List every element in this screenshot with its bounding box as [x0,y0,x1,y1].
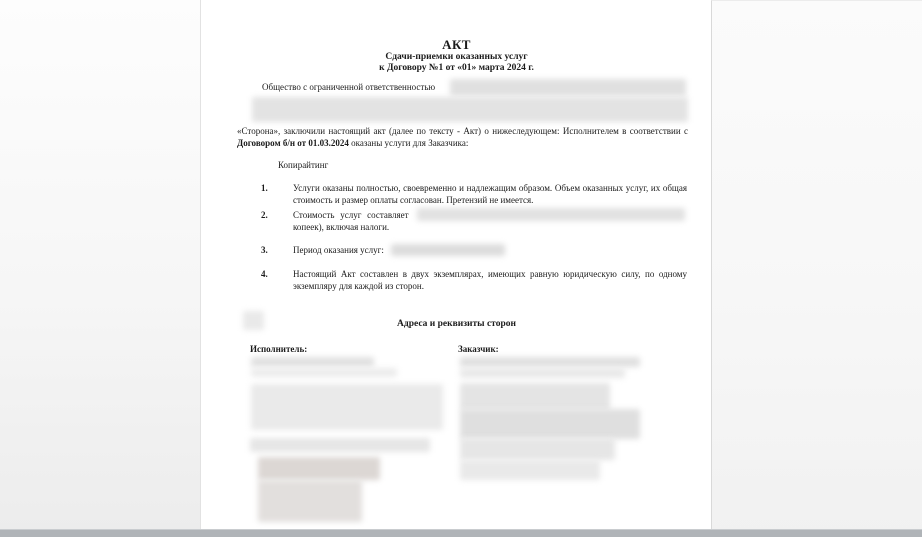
item-2-text-after: копеек), включая налоги. [293,222,390,232]
item-2-text-before: Стоимость услуг составляет [293,210,409,220]
requisites-heading: Адреса и реквизиты сторон [397,319,516,329]
service-name: Копирайтинг [278,160,329,170]
intro-text-2: оказаны услуги для Заказчика: [348,137,469,148]
document-subtitle-1: Сдачи-приемки оказанных услуг [385,52,528,62]
intro-paragraph [237,126,688,149]
redacted-executor-line-1 [251,357,374,367]
item-1-number: 1. [261,183,268,193]
intro-contract-ref: Договором б/н от 01.03.2024 [237,137,349,148]
document-page [202,0,711,529]
redacted-cost-amount [417,208,685,221]
opening-paragraph: Общество с ограниченной ответственностью [262,82,436,92]
item-4-text: Настоящий Акт составлен в двух экземплярах, имеющих равную юридическую силу, по одному экземпляру для каждой из сторон. [293,269,687,291]
redacted-executor-line-3 [250,438,430,452]
redacted-customer-signature [460,460,600,480]
item-3-number: 3. [261,245,268,255]
customer-label: Заказчик: [458,344,499,354]
redacted-customer-line-2 [460,368,625,378]
redacted-executor-block-2 [258,457,380,480]
workspace-margin-left [0,0,201,537]
redacted-company-details [252,97,688,122]
redacted-company-name [450,79,686,96]
redacted-customer-block-1 [460,383,610,410]
intro-text-1: «Сторона», заключили настоящий акт (далее по тексту - Акт) о нижеследующем: Исполнителем в соответствии с [237,126,688,136]
redacted-executor-signature [258,480,362,522]
redacted-service-period [391,244,505,256]
horizontal-scrollbar[interactable] [0,529,922,537]
redacted-executor-line-2 [251,368,397,377]
document-subtitle-2: к Договору №1 от «01» марта 2024 г. [379,63,534,73]
redacted-customer-line-1 [460,357,640,367]
item-3-text-before: Период оказания услуг: [293,245,384,255]
workspace-margin-right [711,0,922,537]
item-1-text: Услуги оказаны полностью, своевременно и надлежащим образом. Объем оказанных услуг, их общая стоимость и размер оплаты согласован. Претензий не имеется. [293,183,687,205]
executor-label: Исполнитель: [250,344,308,354]
redacted-executor-block-1 [251,384,443,430]
document-title: АКТ [442,37,471,52]
redacted-customer-block-2 [460,409,640,439]
item-4-number: 4. [261,269,268,279]
item-2-number: 2. [261,210,268,220]
redacted-customer-block-3 [460,438,615,460]
